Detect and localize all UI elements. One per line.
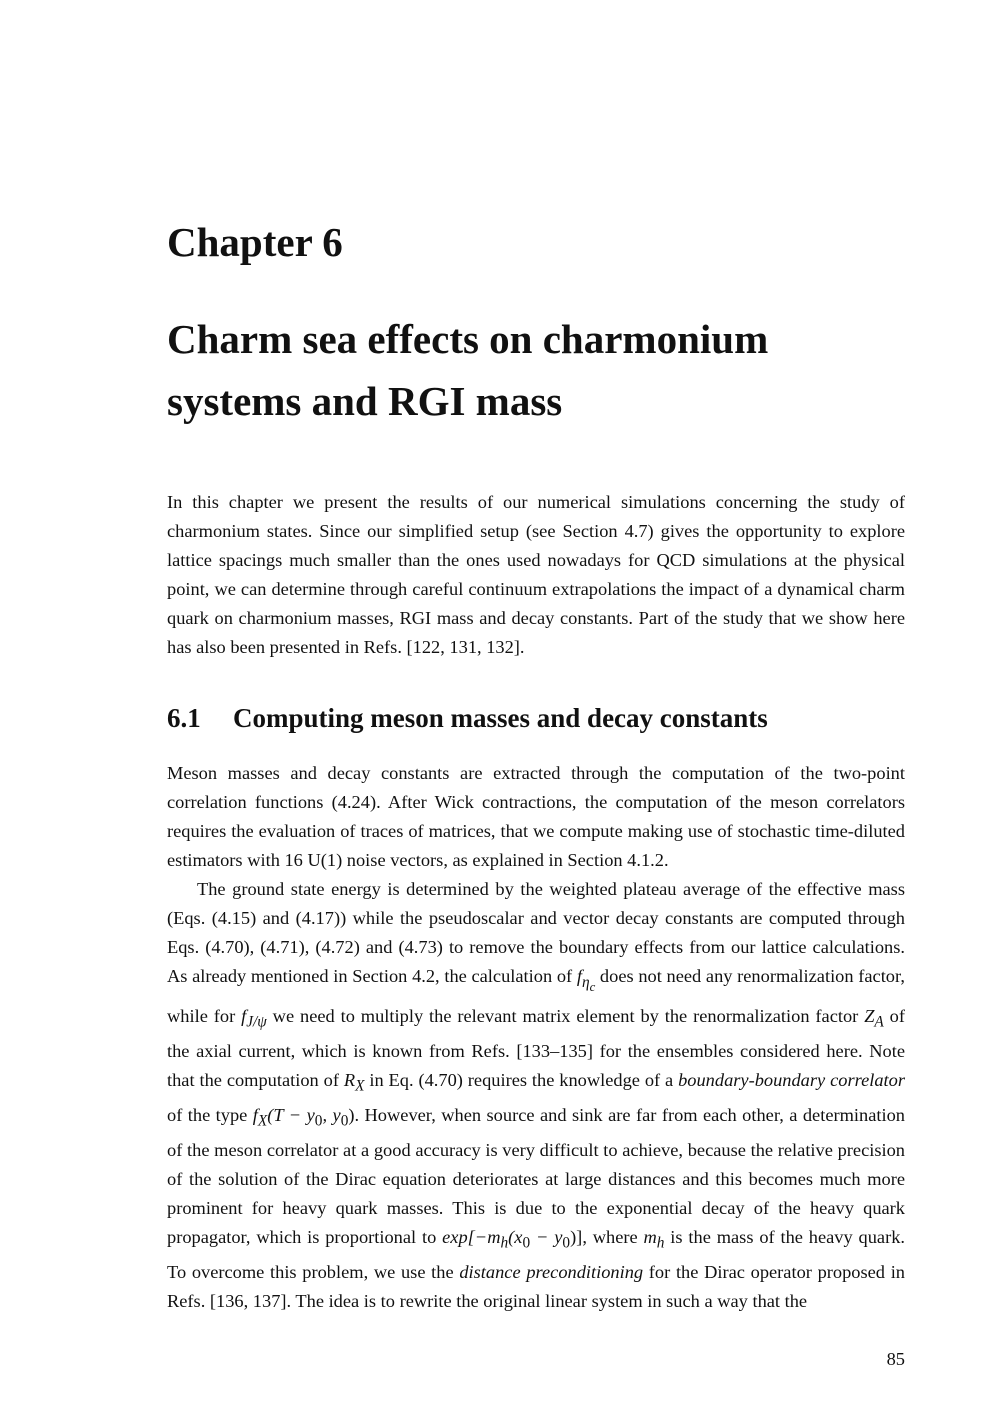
chapter-title [167,308,768,432]
emphasis-boundary-correlator: boundary-boundary correlator [678,1069,906,1090]
exp-expression: exp[−m [442,1226,501,1247]
section-number: 6.1 [167,703,201,733]
emphasis-distance-preconditioning: distance preconditioning [459,1261,644,1282]
za-symbol: Z [864,1006,875,1027]
f-jpsi-symbol: f [241,1006,247,1027]
section-title: Computing meson masses and decay constants [233,703,768,733]
chapter-title-line-2: systems and RGI mass [167,378,563,424]
page-number: 85 [886,1349,905,1369]
f-etac-symbol: f [576,966,582,987]
intro-paragraph: In this chapter we present the results of our numerical simulations concerning the study of charmonium states. Since our simplified setup (see Section 4.7) gives the opportunity to explore lattice spacings much smaller than the ones used nowadays for QCD simulations at the physical point, we can determine through careful continuum extrapolations the impact of a dynamical charm quark on charmonium masses, RGI mass and decay constants. Part of the study that we show here has also been presented in Refs. [122, 131, 132]. [167,492,905,658]
chapter-title-line-1: Charm sea effects on charmonium [167,316,769,362]
mh-symbol: m [643,1226,657,1247]
rx-symbol: R [343,1069,356,1090]
chapter-label: Chapter 6 [167,219,343,265]
section-heading [167,703,768,734]
fx-expression: f [252,1104,258,1125]
body-paragraph-1: Meson masses and decay constants are extracted through the computation of the two-point correlation functions (4.24). After Wick contractions, the computation of the meson correlators requires the evaluation of traces of matrices, that we compute making use of stochastic time-diluted estimators with 16 U(1) noise vectors, as explained in Section 4.1.2. [167,763,905,871]
body-paragraph-2: The ground state energy is determined by the weighted plateau average of the effective mass (Eqs. (4.15) and (4.17)) while the pseudoscalar and vector decay constants are computed through Eqs. (4.70), (4.71), (4.72) and (4.73) to remove the boundary effects from our lattice calculations. As already mentioned in Section 4.2, the calculation of $f_{\eta_c}$ does not need any renormalization factor, while for $f_{J/\psi}$ we need to multiply the relevant matrix element by the renormalization factor $Z_A$ of the axial current, which is known from Refs. [133–135] for the ensembles considered here. Note that the computation of $R_X$ in Eq. (4.70) requires the knowledge of a boundary-boundary correlator of the type $f_X(T - y_0$, $y_0$). However, when source and sink are far from each other, a determination of the meson correlator at a good accuracy is very difficult to achieve, because the relative precision of the solution of the Dirac equation deteriorates at large distances and this becomes much more prominent for heavy quark masses. This is due to the exponential decay of the heavy quark propagator, which is proportional to $\exp[-m_h(x_0 - y_0)]$, where $m_h$ is the mass of the heavy quark. To overcome this problem, we use the distance preconditioning for the Dirac operator proposed in Refs. [136, 137]. The idea is to rewrite the original linear system in such a way that the [167,879,906,1311]
